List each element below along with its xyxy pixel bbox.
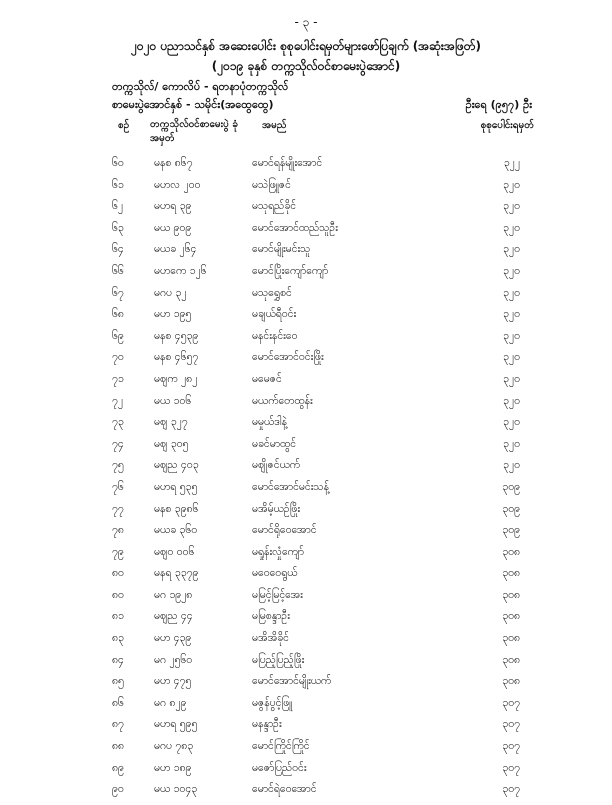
results-table [0, 157, 612, 805]
roll-number: မဟ ၄၇၅ [154, 675, 192, 688]
student-name: မနန္ဒာဦး [252, 718, 282, 731]
student-name: မမှုယ်ဒါနဲ့ [252, 416, 287, 429]
table-row [0, 438, 612, 460]
student-name: မဈိုဇင်ယက် [252, 459, 301, 472]
row-number: ၇၅ [112, 459, 124, 472]
row-number: ၈၁ [112, 610, 124, 623]
roll-number: မဟရ ၅၃၅ [154, 480, 198, 493]
table-row [0, 783, 612, 805]
table-row [0, 718, 612, 740]
table-row [0, 589, 612, 611]
roll-number: မဟ ၄၃၉ [154, 632, 192, 645]
row-number: ၇၈ [112, 524, 124, 537]
total-score: ၃၂၀ [503, 416, 520, 429]
student-name: မောင်ရဲဝေအောင် [252, 783, 317, 796]
student-name: မောင်အောင်မျိုးယက် [252, 675, 332, 688]
student-name: မခင်မာထွင် [252, 437, 297, 450]
row-number: ၈၀ [112, 567, 124, 580]
table-row [0, 179, 612, 201]
total-score: ၃၂၀ [503, 437, 520, 450]
row-number: ၇၉ [112, 545, 124, 558]
table-row [0, 481, 612, 503]
table-row [0, 524, 612, 546]
row-number: ၈၀ [112, 588, 124, 601]
total-score: ၃၂၀ [503, 329, 520, 342]
table-row [0, 503, 612, 525]
table-row [0, 287, 612, 309]
student-name: မမေဇင် [252, 372, 282, 385]
total-score: ၃၀၇ [502, 783, 520, 796]
row-number: ၆၇ [112, 286, 124, 299]
roll-number: မနစ ၈၆၇ [154, 157, 193, 169]
roll-number: မဟရ ၅၉၅ [154, 718, 198, 731]
roll-number: မဈ ၃၀၅ [154, 437, 189, 450]
roll-number: မဟ ၁၉၅ [154, 308, 192, 321]
student-name: မောင်ရိုဝေအောင် [252, 524, 317, 537]
student-name: မယက်တေထွန်း [252, 394, 313, 407]
student-name: မမြင့်မြင့်အေး [252, 588, 303, 601]
row-number: ၇၆ [112, 480, 124, 493]
row-number: ၇၃ [112, 416, 124, 429]
total-score: ၃၀၇ [502, 761, 520, 774]
total-score: ၃၀၈ [502, 588, 520, 601]
student-name: မောင်ရန်မျိုးအောင် [252, 157, 323, 169]
table-row [0, 373, 612, 395]
total-score: ၃၀၈ [502, 632, 520, 645]
total-score: ၃၀၇ [502, 740, 520, 753]
row-number: ၇၇ [112, 502, 124, 515]
table-row [0, 243, 612, 265]
subject-line: စာမေးပွဲအောင်နှစ် - သမိုင်း(အထွေထွေ) [112, 98, 274, 111]
total-score: ၃၂၀ [503, 286, 520, 299]
row-number: ၈၈ [112, 740, 124, 753]
total-score: ၃၀၉ [502, 480, 520, 493]
table-row [0, 222, 612, 244]
row-number: ၇၁ [112, 372, 124, 385]
student-name: မပြည့်ပြည့်ဖြိုး [252, 653, 305, 666]
student-name: မရှုန်းလှုံကျော် [252, 545, 304, 558]
total-score: ၃၀၇ [502, 718, 520, 731]
total-score: ၃၂၀ [503, 264, 520, 277]
row-number: ၈၄ [112, 653, 124, 666]
column-header-roll: တက္ကသိုလ်ဝင်စာမေးပွဲ ခုံအမှတ် [150, 119, 238, 144]
roll-number: မဈ၀ ၀၀၆ [154, 545, 195, 558]
student-name: မချယ်ရီဝင်း [252, 308, 297, 321]
total-score: ၃၀၈ [502, 545, 520, 558]
table-row [0, 610, 612, 632]
student-name: မောင်အောင်မင်းသန့် [252, 480, 329, 493]
total-score: ၃၀၉ [502, 524, 520, 537]
roll-number: မနစ ၃၉၈၆ [154, 502, 199, 515]
table-row [0, 265, 612, 287]
roll-number: မယ ၉၀၉ [154, 221, 192, 234]
table-row [0, 654, 612, 676]
student-name: မောင်အောင်ထည်သူဦး [252, 221, 338, 234]
page-number: - ၃ - [294, 15, 318, 29]
student-name: မသဲဖြူဇင် [252, 178, 292, 191]
row-number: ၆၈ [112, 308, 124, 321]
roll-number: မယခ ၃၆၀ [154, 524, 198, 537]
row-number: ၆၃ [112, 221, 124, 234]
student-name: မအိမ့်ယဉ်ဖြိုး [252, 502, 301, 515]
total-score: ၃၂၀ [503, 243, 520, 256]
student-name: မမြစန္ဒာဦး [252, 610, 290, 623]
roll-number: မနရ ၃၃၇၉ [154, 567, 199, 580]
roll-number: မဈက ၂၈၂ [154, 372, 198, 385]
roll-number: မဂ ၈၂၉ [154, 696, 187, 709]
total-score: ၃၂၀ [503, 178, 520, 191]
candidate-count: ဦးရေ (၉၅၇) ဦး [465, 98, 532, 111]
student-name: မသုရွှေစင် [252, 286, 292, 299]
table-row [0, 200, 612, 222]
total-score: ၃၀၈ [502, 610, 520, 623]
roll-number: မဂ ၁၉၂၈ [154, 588, 193, 601]
table-row [0, 546, 612, 568]
row-number: ၈၇ [112, 718, 124, 731]
total-score: ၃၂၀ [503, 351, 520, 364]
student-name: မအိအိခိုင် [252, 632, 290, 645]
table-row [0, 675, 612, 697]
row-number: ၈၆ [112, 696, 124, 709]
student-name: မောင်မျိုးမင်းသူ [252, 243, 311, 256]
student-name: မောင်ကြိုင်ကြိုင် [252, 740, 310, 753]
row-number: ၆၁ [112, 178, 124, 191]
total-score: ၃၂၀ [503, 308, 520, 321]
roll-number: မဈည ၄၀၃ [154, 459, 199, 472]
roll-number: မယ ၁၀၄၃ [154, 783, 198, 796]
roll-number: မဈ ၃၂၇ [154, 416, 188, 429]
total-score: ၃၂၀ [503, 200, 520, 213]
total-score: ၃၀၉ [502, 502, 520, 515]
student-name: မောင်အောင်ဝင်းဖြိုး [252, 351, 324, 364]
roll-number: မဂပ ၃၂ [154, 286, 187, 299]
student-name: မဝေဝေရွယ် [252, 567, 298, 580]
table-row [0, 740, 612, 762]
roll-number: မဟလ ၂၀၀ [154, 178, 201, 191]
student-name: မောင်ပြိုးကျော်ကျော် [252, 264, 329, 277]
table-row [0, 567, 612, 589]
document-subtitle: (၂၀၁၉ ခုနှစ် တက္ကသိုလ်ဝင်စာမေးပွဲအောင်) [211, 59, 401, 73]
roll-number: မဟရ ၃၉ [154, 200, 192, 213]
university-line: တက္ကသိုလ်/ ကောလိပ် - ရတနာပုံတက္ကသိုလ် [112, 80, 289, 93]
row-number: ၆၄ [112, 243, 124, 256]
row-number: ၈၃ [112, 632, 124, 645]
roll-number: မဟကေ ၁၂၆ [154, 264, 207, 277]
roll-number: မဂပ ၇၈၃ [154, 740, 194, 753]
document-title: ၂၀၂၀ ပညာသင်နှစ် အဆေးပေါင်း စုစုပေါင်းရမှတ်များဖော်ပြချက် (အဆုံးအဖြတ်) [131, 39, 481, 53]
total-score: ၃၂၀ [503, 394, 520, 407]
student-name: မနင်းနင်းဝေ [252, 329, 298, 342]
table-row [0, 762, 612, 784]
total-score: ၃၂၀ [503, 459, 520, 472]
column-header-no: စဉ် [118, 120, 130, 131]
roll-number: မယ ၁၀၆ [154, 394, 192, 407]
table-row [0, 308, 612, 330]
table-row [0, 697, 612, 719]
column-header-name: အမည် [262, 120, 287, 131]
table-row [0, 395, 612, 417]
total-score: ၃၂၀ [503, 372, 520, 385]
student-name: မဇွန်ပွင့်ဖြူ [252, 696, 293, 709]
roll-number: မဂ ၂၅၆၀ [154, 653, 193, 666]
student-name: မဇော်ပြည်ဝင်း [252, 761, 307, 774]
total-score: ၃၀၈ [502, 653, 520, 666]
roll-number: မနစ ၄၅၃၉ [154, 329, 199, 342]
roll-number: မဈည ၄၄ [154, 610, 193, 623]
column-header-score: စုစုပေါင်းရမှတ် [480, 120, 534, 131]
row-number: ၈၉ [112, 761, 124, 774]
row-number: ၇၀ [112, 351, 124, 364]
row-number: ၇၂ [112, 394, 124, 407]
roll-number: မယခ ၂၆၄ [154, 243, 197, 256]
roll-number: မနစ ၄၆၅၇ [154, 351, 199, 364]
row-number: ၈၅ [112, 675, 124, 688]
row-number: ၆၉ [112, 329, 124, 342]
roll-number: မဟ ၁၈၉ [154, 761, 192, 774]
student-name: မသုရည်ခိုင် [252, 200, 297, 213]
table-row [0, 157, 612, 179]
table-row [0, 351, 612, 373]
total-score: ၃၀၇ [502, 696, 520, 709]
row-number: ၇၄ [112, 437, 124, 450]
table-row [0, 459, 612, 481]
total-score: ၃၂၂ [503, 157, 520, 169]
total-score: ၃၂၀ [503, 221, 520, 234]
table-row [0, 632, 612, 654]
total-score: ၃၀၈ [502, 567, 520, 580]
table-row [0, 330, 612, 352]
row-number: ၆၀ [112, 157, 124, 169]
total-score: ၃၀၈ [502, 675, 520, 688]
table-row [0, 416, 612, 438]
row-number: ၆၆ [112, 264, 124, 277]
row-number: ၆၂ [112, 200, 124, 213]
row-number: ၉၀ [112, 783, 124, 796]
